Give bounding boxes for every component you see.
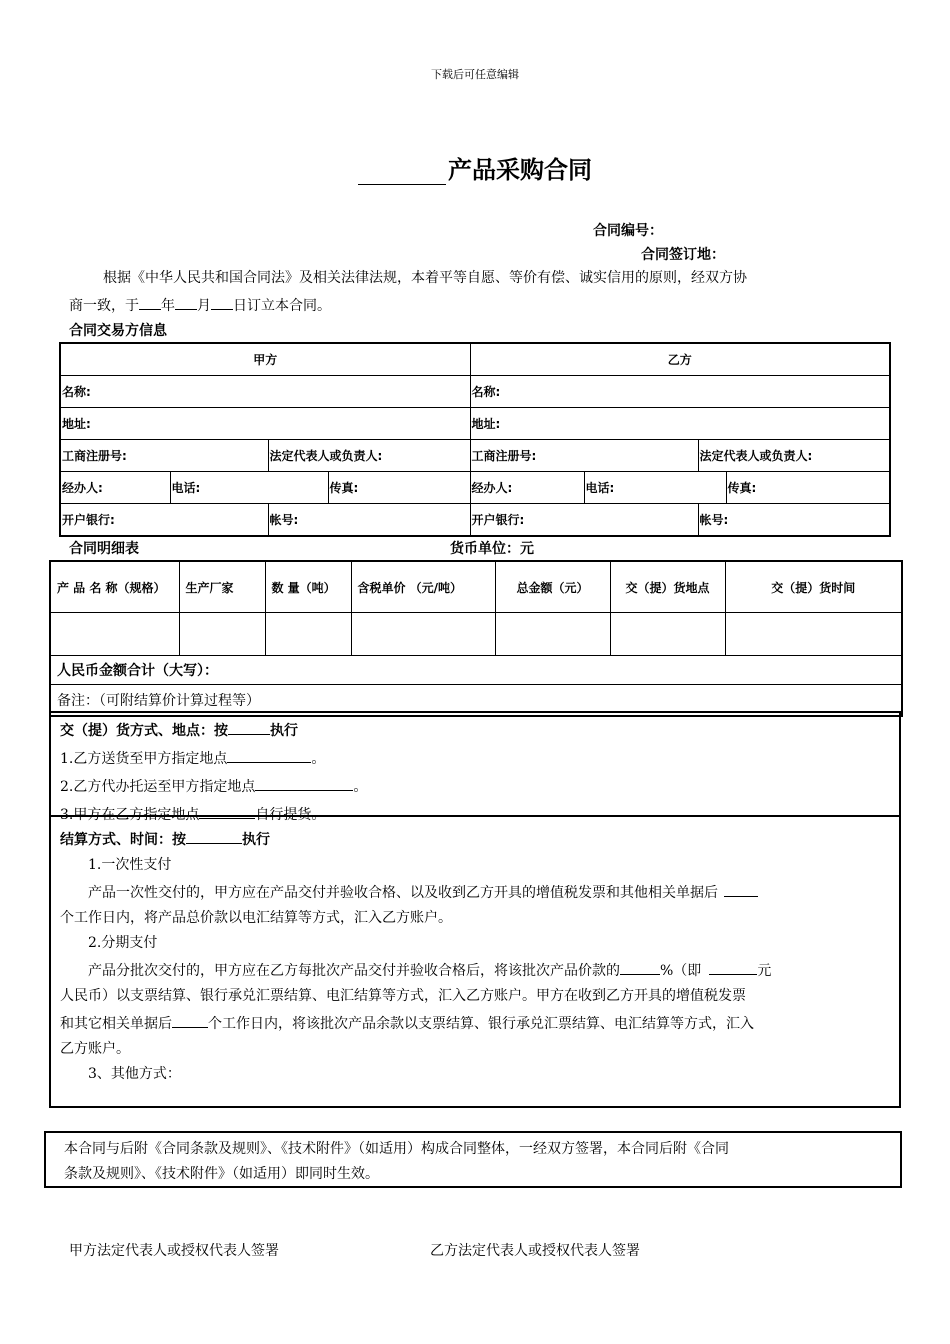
header-note: 下载后可任意编辑 <box>431 68 519 81</box>
settlement-3-title: 3、其他方式： <box>88 1066 181 1082</box>
settlement-2-text-g: 乙方账户。 <box>60 1041 130 1057</box>
party-section-label: 合同交易方信息 <box>69 323 167 339</box>
party-b-reg-no: 工商注册号: <box>470 440 698 472</box>
party-b-handler: 经办人: <box>470 472 584 504</box>
delivery-title-exec: 执行 <box>270 723 298 739</box>
settlement-1-text-b: 个工作日内，将产品总价款以电汇结算等方式，汇入乙方账户。 <box>60 910 452 926</box>
party-a-reg-no: 工商注册号: <box>60 440 268 472</box>
settlement-2-text-d: 人民币）以支票结算、银行承兑汇票结算、电汇结算等方式，汇入乙方账户。甲方在收到乙方开具的增值税发票 <box>60 988 746 1004</box>
settlement-1-days-blank <box>724 878 758 897</box>
cell-quantity <box>265 613 351 656</box>
delivery-title-text: 交（提）货方式、地点：按 <box>60 723 228 739</box>
remark-label: 备注：（可附结算价计算过程等） <box>50 685 902 717</box>
settlement-1-text-a: 产品一次性交付的，甲方应在产品交付并验收合格、以及收到乙方开具的增值税发票和其他相关单据后 <box>88 885 718 901</box>
delivery-item-2-blank <box>255 772 353 791</box>
party-b-legal-rep: 法定代表人或负责人: <box>698 440 890 472</box>
party-b-fax: 传真: <box>726 472 890 504</box>
contract-no-label: 合同编号： <box>593 223 663 239</box>
delivery-item-3-end: 自行提货。 <box>255 807 326 823</box>
party-b-bank: 开户银行: <box>470 504 698 537</box>
col-product-name: 产 品 名 称（规格） <box>50 561 179 613</box>
delivery-section <box>49 711 901 823</box>
col-manufacturer: 生产厂家 <box>179 561 265 613</box>
month-blank <box>175 291 197 310</box>
settlement-2-text-a: 产品分批次交付的，甲方应在乙方每批次产品交付并验收合格后，将该批次产品价款的 <box>88 963 620 979</box>
delivery-item-1 <box>60 744 890 772</box>
party-info-table <box>59 342 891 537</box>
closing-line-2: 条款及规则》、《技术附件》（如适用）即同时生效。 <box>64 1166 379 1182</box>
settlement-2-text-e: 和其它相关单据后 <box>60 1016 172 1032</box>
delivery-item-2 <box>60 772 890 800</box>
settlement-2-text-f: 个工作日内，将该批次产品余款以支票结算、银行承兑汇票结算、电汇结算等方式，汇入 <box>208 1016 754 1032</box>
title-blank <box>358 160 446 185</box>
detail-section-label: 合同明细表 <box>69 541 139 557</box>
party-b-phone: 电话: <box>584 472 726 504</box>
cell-delivery-place <box>610 613 725 656</box>
party-a-name: 名称: <box>60 376 470 408</box>
party-a-account: 帐号: <box>268 504 470 537</box>
col-quantity: 数 量（吨） <box>265 561 351 613</box>
party-a-phone: 电话: <box>170 472 328 504</box>
party-a-handler: 经办人: <box>60 472 170 504</box>
party-b-address: 地址: <box>470 408 890 440</box>
delivery-method-blank <box>228 716 270 735</box>
closing-note <box>44 1131 902 1188</box>
intro-line-2 <box>69 291 885 319</box>
cell-delivery-time <box>725 613 902 656</box>
contract-detail-table <box>49 560 903 717</box>
party-a-bank: 开户银行: <box>60 504 268 537</box>
party-a-fax: 传真: <box>328 472 470 504</box>
col-total-amount: 总金额（元） <box>495 561 610 613</box>
party-a-address: 地址: <box>60 408 470 440</box>
settlement-1-title: 1.一次性支付 <box>88 857 172 873</box>
cell-manufacturer <box>179 613 265 656</box>
intro-year: 年 <box>161 298 175 314</box>
delivery-item-1-end: 。 <box>311 751 326 767</box>
intro-text: 商一致，于 <box>69 298 139 314</box>
rmb-total-label: 人民币金额合计（大写）： <box>50 656 902 685</box>
year-blank <box>139 291 161 310</box>
settlement-title-text: 结算方式、时间：按 <box>60 832 186 848</box>
cell-product-name <box>50 613 179 656</box>
page-title <box>0 150 950 185</box>
cell-total-amount <box>495 613 610 656</box>
party-b-header: 乙方 <box>470 343 890 376</box>
cell-unit-price <box>351 613 495 656</box>
settlement-1-text <box>60 878 890 931</box>
day-blank <box>211 291 233 310</box>
delivery-item-1-text: 1.乙方送货至甲方指定地点 <box>60 751 228 767</box>
intro-line-1: 根据《中华人民共和国合同法》及相关法律法规，本着平等自愿、等价有偿、诚实信用的原则，经双方协 <box>103 270 747 286</box>
delivery-title <box>60 716 890 744</box>
col-unit-price: 含税单价 （元/吨） <box>351 561 495 613</box>
party-b-account: 帐号: <box>698 504 890 537</box>
intro-day: 日订立本合同。 <box>233 298 331 314</box>
delivery-item-2-text: 2.乙方代办托运至甲方指定地点 <box>60 779 256 795</box>
contract-place-label: 合同签订地： <box>641 247 725 263</box>
party-a-header: 甲方 <box>60 343 470 376</box>
settlement-title <box>60 825 890 853</box>
settlement-2-text <box>60 956 890 1062</box>
settlement-method-blank <box>186 825 242 844</box>
settlement-2-days-blank <box>172 1009 208 1028</box>
title-text: 产品采购合同 <box>448 156 592 184</box>
delivery-item-2-end: 。 <box>353 779 368 795</box>
party-b-signature: 乙方法定代表人或授权代表人签署 <box>430 1243 640 1259</box>
delivery-item-1-blank <box>227 744 311 763</box>
closing-line-1: 本合同与后附《合同条款及规则》、《技术附件》（如适用）构成合同整体，一经双方签署，本合同后附《合同 <box>64 1141 729 1157</box>
party-b-name: 名称: <box>470 376 890 408</box>
party-a-legal-rep: 法定代表人或负责人: <box>268 440 470 472</box>
col-delivery-time: 交（提）货时间 <box>725 561 902 613</box>
settlement-2-text-b: %（即 <box>660 963 702 979</box>
intro-paragraph <box>69 266 885 319</box>
intro-month: 月 <box>197 298 211 314</box>
settlement-2-text-c: 元 <box>757 963 772 979</box>
currency-label: 货币单位：元 <box>450 541 534 557</box>
party-a-signature: 甲方法定代表人或授权代表人签署 <box>69 1243 279 1259</box>
settlement-title-exec: 执行 <box>242 832 270 848</box>
settlement-2-title: 2.分期支付 <box>88 935 158 951</box>
settlement-section <box>49 815 901 1108</box>
delivery-item-3-text: 3.甲方在乙方指定地点 <box>60 807 200 823</box>
col-delivery-place: 交（提）货地点 <box>610 561 725 613</box>
settlement-2-percent-blank <box>620 956 660 975</box>
settlement-2-amount-blank <box>709 956 757 975</box>
